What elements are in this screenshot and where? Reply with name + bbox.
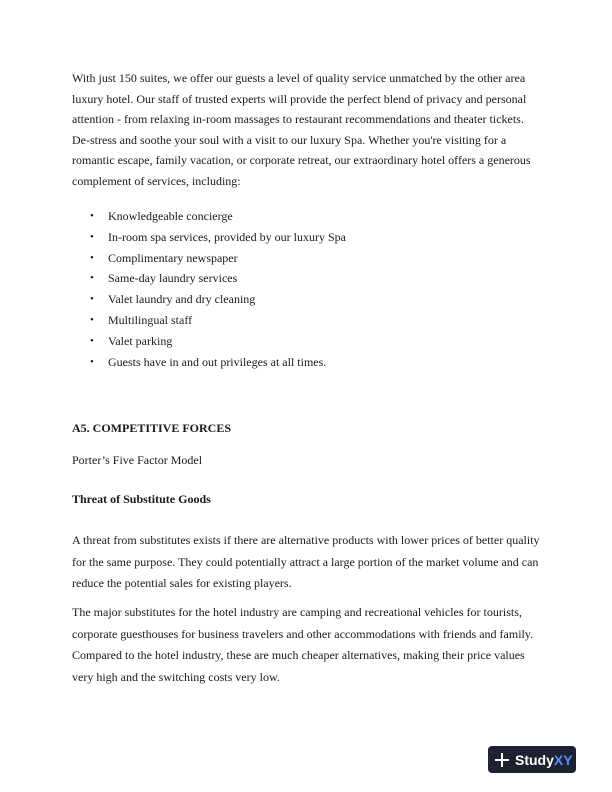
bullet-icon: • [90,230,94,243]
substitutes-paragraph: The major substitutes for the hotel industry are camping and recreational vehicles for tourists, corporate guesthouses for business travelers and other accommodations with friends and family. Compared to the hotel industry, these are much cheaper alternatives, making their price values very high and the switching costs very low. [72,605,534,684]
list-item: • Knowledgeable concierge [72,206,542,227]
list-item: • Complimentary newspaper [72,248,542,269]
intro-paragraph: With just 150 suites, we offer our guests a level of quality service unmatched by the other area luxury hotel. Our staff of trusted experts will provide the perfect blend of privacy and personal attention - from relaxing in-room massages to restaurant recommendations and theater tickets. De-stress and soothe your soul with a visit to our luxury Spa. Whether you're visiting for a romantic escape, family vacation, or corporate retreat, our extraordinary hotel offers a generous complement of services, including: [72,71,531,188]
bullet-icon: • [90,355,94,368]
bullet-icon: • [90,272,94,285]
bullet-icon: • [90,251,94,264]
list-item: • Guests have in and out privileges at all times. [72,352,542,373]
bullet-icon: • [90,313,94,326]
studyxy-logo-badge[interactable] [488,746,576,773]
list-item: • In-room spa services, provided by our luxury Spa [72,227,542,248]
list-item: • Valet laundry and dry cleaning [72,289,542,310]
brand-name-xy: XY [553,751,573,768]
section-heading: A5. COMPETITIVE FORCES [72,421,232,435]
services-list [72,206,542,372]
list-item: • Multilingual staff [72,310,542,331]
brand-name-study: Study [515,751,554,768]
list-item: • Valet parking [72,331,542,352]
plus-icon [494,752,510,768]
list-item: • Same-day laundry services [72,268,542,289]
section-subtitle: Porter’s Five Factor Model [72,453,203,467]
bullet-icon: • [90,334,94,347]
threat-paragraph: A threat from substitutes exists if there are alternative products with lower prices of better quality for the same purpose. They could potentially attract a large portion of the market volume and can reduce the potential sales for existing players. [72,533,540,590]
bullet-icon: • [90,210,94,222]
bullet-icon: • [90,293,94,306]
subsection-heading: Threat of Substitute Goods [72,492,211,506]
